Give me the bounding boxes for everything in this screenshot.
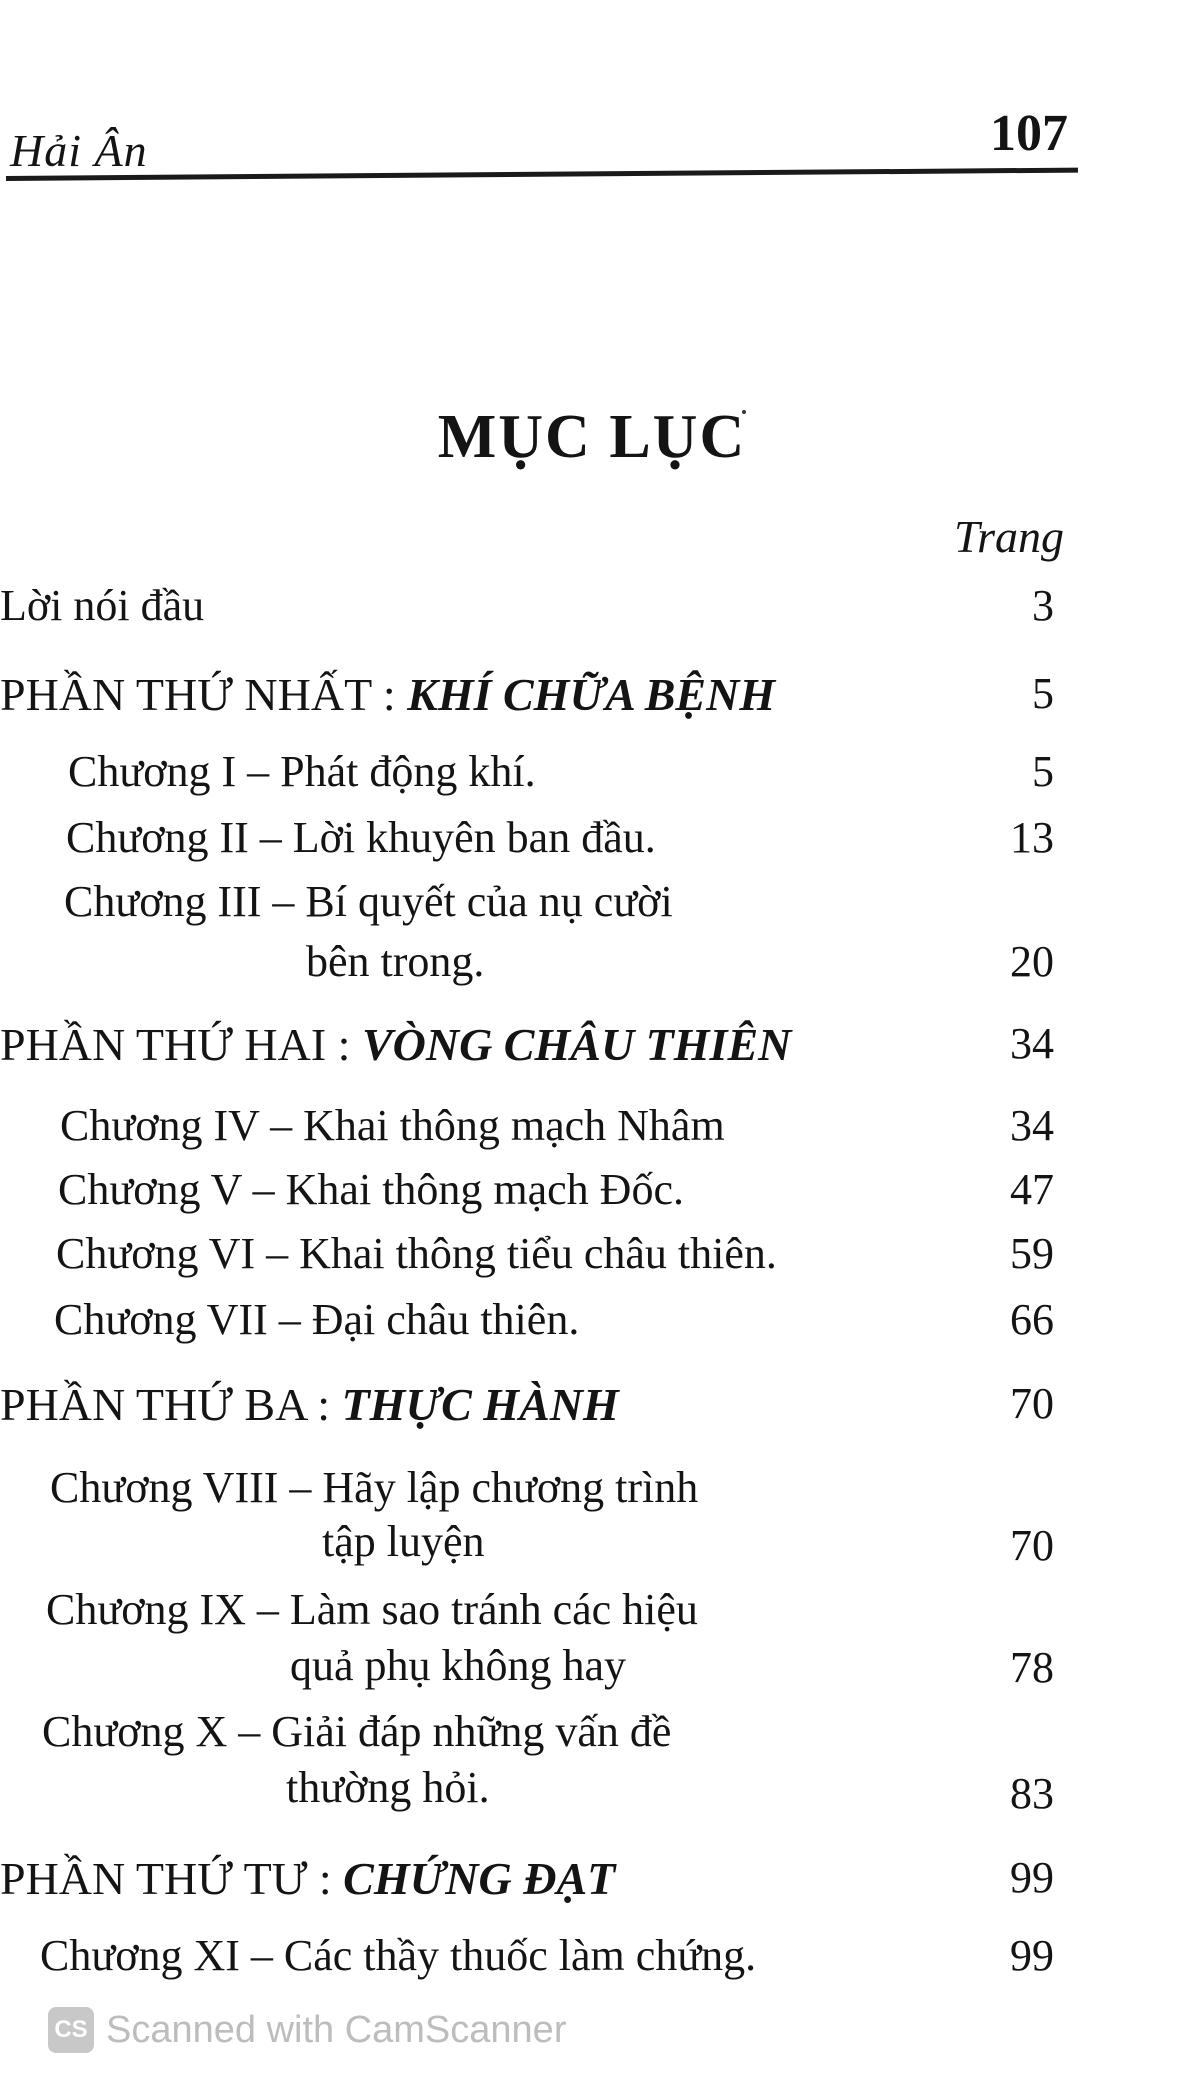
toc-entry-page: 5 <box>1032 669 1054 718</box>
toc-entry-page: 34 <box>1010 1101 1054 1150</box>
toc-entry-label: Chương X – Giải đáp những vấn đề <box>42 1707 672 1756</box>
toc-entry-page: 66 <box>1010 1295 1054 1344</box>
toc-entry-page: 83 <box>1010 1769 1054 1818</box>
toc-entry-page: 20 <box>1010 937 1054 986</box>
toc-entry-page: 99 <box>1010 1931 1054 1980</box>
toc-entry-page: 59 <box>1010 1229 1054 1278</box>
toc-entry-label: Chương VIII – Hãy lập chương trình <box>50 1463 699 1512</box>
toc-entry-page: 3 <box>1032 581 1054 630</box>
toc-part-title: KHÍ CHỮA BỆNH <box>407 669 776 720</box>
toc-entry-page: 99 <box>1010 1853 1054 1902</box>
toc-entry-label-continued: bên trong. <box>306 937 485 986</box>
toc-part-heading <box>0 1378 619 1431</box>
toc-entry-page: 70 <box>1010 1521 1054 1570</box>
toc-entry-page: 47 <box>1010 1165 1054 1214</box>
toc-entry-label: Chương VII – Đại châu thiên. <box>54 1295 580 1344</box>
camscanner-logo-icon: CS <box>48 2007 94 2053</box>
watermark-text: Scanned with CamScanner <box>106 2008 567 2051</box>
toc-part-prefix: PHẦN THỨ BA : <box>0 1379 342 1430</box>
toc-entry-label: Chương IV – Khai thông mạch Nhâm <box>60 1101 725 1150</box>
toc-title: MỤC LỤC <box>437 403 747 471</box>
toc-entry-label-continued: tập luyện <box>322 1517 485 1566</box>
toc-entry-page: 5 <box>1032 747 1054 796</box>
toc-part-prefix: PHẦN THỨ NHẤT : <box>0 669 408 720</box>
toc-entry-label-continued: quả phụ không hay <box>290 1641 627 1690</box>
toc-entry-label: Chương VI – Khai thông tiểu châu thiên. <box>56 1229 777 1278</box>
toc-entry-page: 70 <box>1010 1379 1054 1428</box>
toc-entry-label-continued: thường hỏi. <box>286 1763 490 1812</box>
toc-part-heading <box>0 1018 791 1071</box>
scanner-watermark <box>48 2002 566 2058</box>
toc-entry-label: Chương II – Lời khuyên ban đầu. <box>66 813 656 862</box>
toc-entry-label: Chương XI – Các thầy thuốc làm chứng. <box>40 1931 757 1980</box>
toc-entry-label: Chương III – Bí quyết của nụ cười <box>64 877 673 926</box>
toc-entry-page: 78 <box>1010 1643 1054 1692</box>
page-number: 107 <box>990 105 1068 162</box>
toc-part-prefix: PHẦN THỨ HAI : <box>0 1019 362 1070</box>
toc-part-heading <box>0 1852 615 1905</box>
toc-entry-page: 13 <box>1010 813 1054 862</box>
toc-part-title: VÒNG CHÂU THIÊN <box>361 1019 792 1070</box>
toc-entry-page: 34 <box>1010 1019 1054 1068</box>
toc-entry-label: Chương I – Phát động khí. <box>68 747 536 796</box>
running-header-author: Hải Ân <box>10 125 148 176</box>
toc-entry-label: Chương V – Khai thông mạch Đốc. <box>58 1165 684 1214</box>
toc-part-heading <box>0 668 775 721</box>
toc-entry-label: Chương IX – Làm sao tránh các hiệu <box>46 1585 698 1634</box>
toc-part-prefix: PHẦN THỨ TƯ : <box>0 1853 344 1904</box>
toc-part-title: THỰC HÀNH <box>341 1379 619 1430</box>
page-column-label: Trang <box>954 511 1064 562</box>
toc-entry-label: Lời nói đầu <box>0 581 205 630</box>
toc-part-title: CHỨNG ĐẠT <box>343 1853 616 1904</box>
